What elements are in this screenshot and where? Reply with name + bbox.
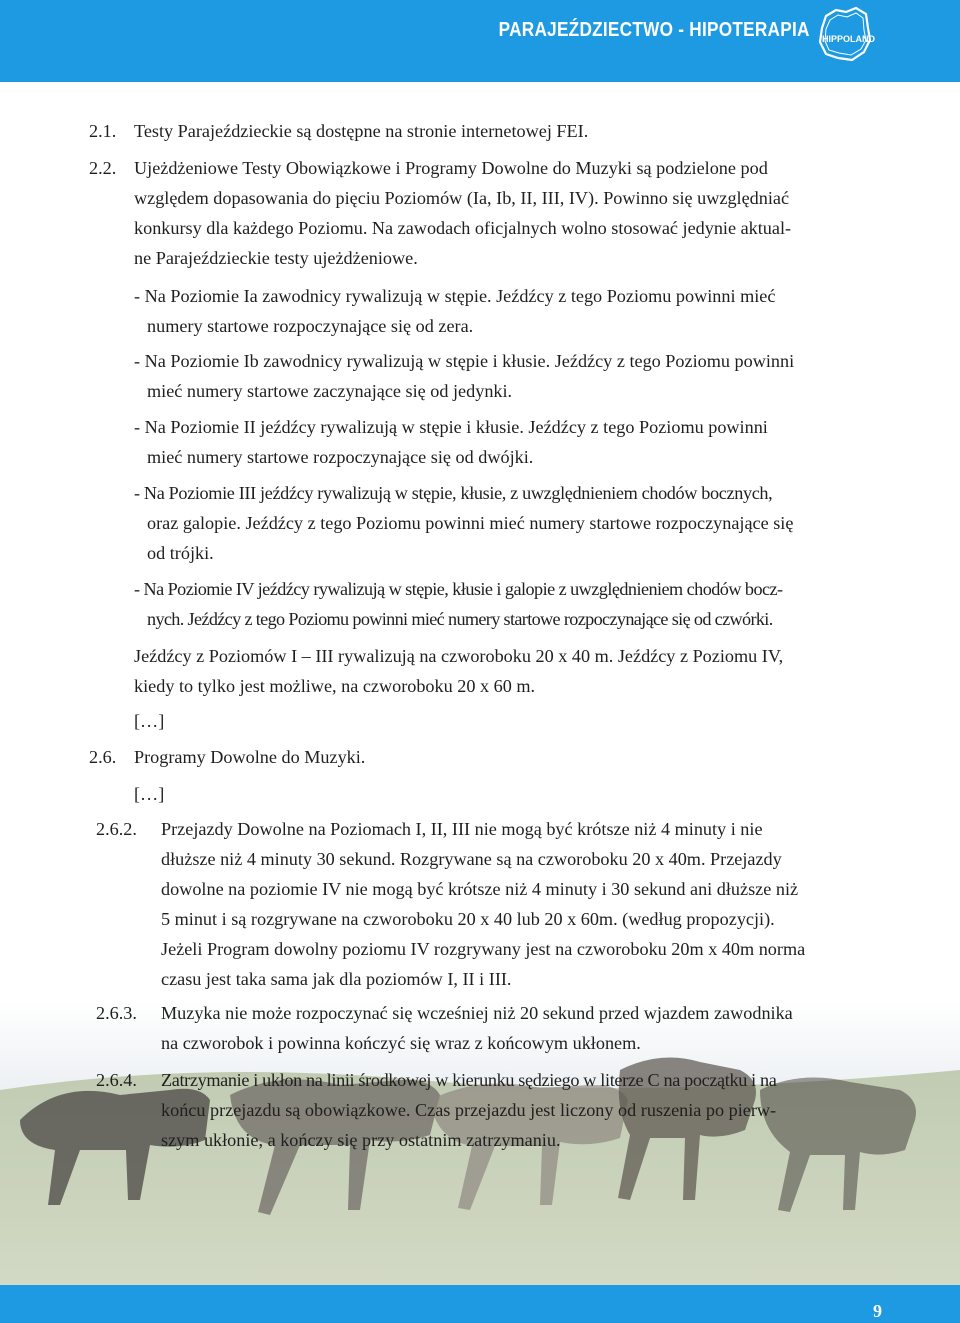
section-number: 2.6.4. (96, 1070, 137, 1090)
level-item-line: oraz galopie. Jeźdźcy z tego Poziomu powinni mieć numery startowe rozpoczynające się (147, 513, 794, 533)
level-item-line: - Na Poziomie II jeźdźcy rywalizują w stępie i kłusie. Jeźdźcy z tego Poziomu powinni (134, 417, 768, 437)
paragraph-line: konkursy dla każdego Poziomu. Na zawodach oficjalnych wolno stosować jedynie aktual- (134, 218, 792, 238)
paragraph-line: szym ukłonie, a kończy się przy ostatnim zatrzymaniu. (161, 1130, 561, 1150)
paragraph-line: końcu przejazdu są obowiązkowe. Czas przejazdu jest liczony od ruszenia po pierw- (161, 1100, 777, 1120)
paragraph-line: Przejazdy Dowolne na Poziomach I, II, III nie mogą być krótsze niż 4 minuty i nie (161, 819, 763, 839)
level-item-line: - Na Poziomie IV jeźdźcy rywalizują w stępie, kłusie i galopie z uwzględnieniem chodów bocz- (134, 579, 783, 599)
page-number: 9 (873, 1301, 882, 1321)
level-item-line: numery startowe rozpoczynające się od zera. (147, 316, 474, 336)
ellipsis: […] (134, 711, 165, 731)
section-number: 2.6. (89, 747, 117, 767)
logo-text: HIPPOLAND (822, 34, 876, 44)
paragraph-line: czasu jest taka sama jak dla poziomów I, II i III. (161, 969, 512, 989)
paragraph-line: na czworobok i powinna kończyć się wraz z końcowym ukłonem. (161, 1033, 641, 1053)
level-item-line: - Na Poziomie III jeźdźcy rywalizują w stępie, kłusie, z uwzględnieniem chodów bocznych, (134, 483, 773, 503)
header-title: PARAJEŹDZIECTWO - HIPOTERAPIA (498, 19, 810, 41)
header-band (0, 0, 960, 82)
paragraph-line: względem dopasowania do pięciu Poziomów (Ia, Ib, II, III, IV). Powinno się uwzględniać (134, 188, 790, 208)
footer-band (0, 1285, 960, 1323)
section-number: 2.1. (89, 121, 117, 141)
section-number: 2.6.3. (96, 1003, 137, 1023)
paragraph-line: ne Parajeździeckie testy ujeżdżeniowe. (134, 248, 418, 268)
level-item-line: mieć numery startowe rozpoczynające się od dwójki. (147, 447, 534, 467)
section-text: Testy Parajeździeckie są dostępne na stronie internetowej FEI. (134, 121, 589, 141)
ellipsis: […] (134, 784, 165, 804)
paragraph-line: Zatrzymanie i ukłon na linii środkowej w kierunku sędziego w literze C na początku i na (161, 1070, 777, 1090)
section-number: 2.2. (89, 158, 117, 178)
level-item-line: nych. Jeźdźcy z tego Poziomu powinni mieć numery startowe rozpoczynające się od czwórki. (147, 609, 773, 629)
level-item-line: mieć numery startowe zaczynające się od jedynki. (147, 381, 513, 401)
level-item-line: - Na Poziomie Ib zawodnicy rywalizują w stępie i kłusie. Jeźdźcy z tego Poziomu powinni (134, 351, 795, 371)
paragraph-line: kiedy to tylko jest możliwe, na czworoboku 20 x 60 m. (134, 676, 536, 696)
hippoland-logo (816, 4, 876, 64)
paragraph-line: Jeźdźcy z Poziomów I – III rywalizują na czworoboku 20 x 40 m. Jeźdźcy z Poziomu IV, (134, 646, 784, 666)
paragraph-line: Jeżeli Program dowolny poziomu IV rozgrywany jest na czworoboku 20m x 40m norma (161, 939, 806, 959)
section-number: 2.6.2. (96, 819, 137, 839)
paragraph-line: Ujeżdżeniowe Testy Obowiązkowe i Programy Dowolne do Muzyki są podzielone pod (134, 158, 768, 178)
level-item-line: od trójki. (147, 543, 214, 563)
paragraph-line: 5 minut i są rozgrywane na czworoboku 20 x 40 lub 20 x 60m. (według propozycji). (161, 909, 775, 929)
paragraph-line: Muzyka nie może rozpoczynać się wcześniej niż 20 sekund przed wjazdem zawodnika (161, 1003, 793, 1023)
paragraph-line: dowolne na poziomie IV nie mogą być krótsze niż 4 minuty i 30 sekund ani dłuższe niż (161, 879, 799, 899)
section-text: Programy Dowolne do Muzyki. (134, 747, 366, 767)
level-item-line: - Na Poziomie Ia zawodnicy rywalizują w stępie. Jeźdźcy z tego Poziomu powinni mieć (134, 286, 776, 306)
paragraph-line: dłuższe niż 4 minuty 30 sekund. Rozgrywane są na czworoboku 20 x 40m. Przejazdy (161, 849, 782, 869)
